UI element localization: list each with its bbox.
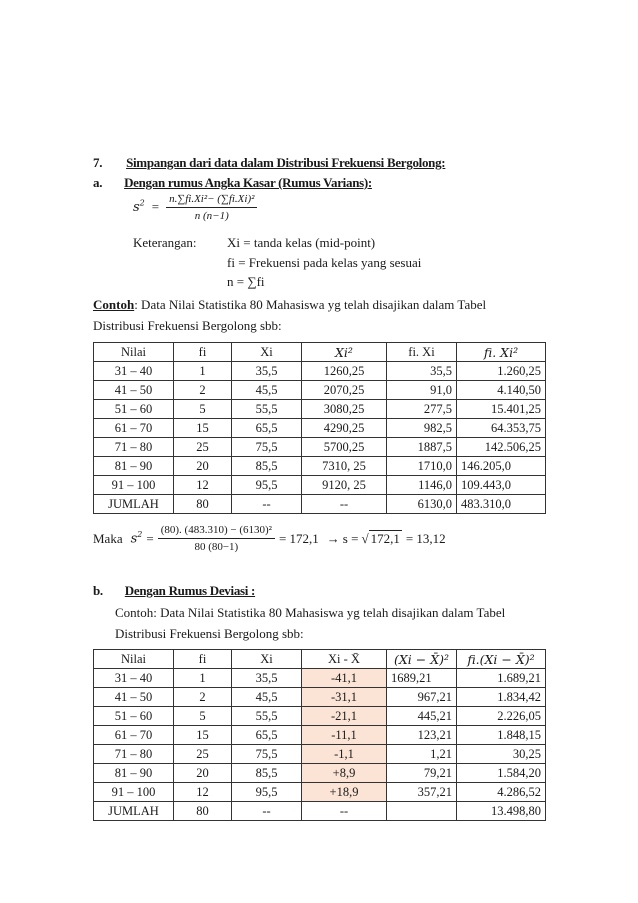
contoh-line-2: Distribusi Frekuensi Bergolong sbb: xyxy=(93,318,282,333)
table-row xyxy=(94,783,546,802)
cell-nilai: 61 – 70 xyxy=(94,419,174,438)
cell-xi-squared: 9120, 25 xyxy=(302,476,387,495)
cell-fi: 20 xyxy=(174,764,232,783)
cell-nilai: 81 – 90 xyxy=(94,764,174,783)
sqrt-expression xyxy=(358,531,401,547)
header-deviation: Xi - X̄ xyxy=(302,650,387,669)
table-row xyxy=(94,764,546,783)
cell-fi: 80 xyxy=(174,802,232,821)
header-nilai: Nilai xyxy=(94,650,174,669)
section-number: 7. xyxy=(93,155,103,170)
cell-nilai: JUMLAH xyxy=(94,802,174,821)
header-fi-deviation-squared: fi.(Xi − X̄)² xyxy=(457,650,546,669)
cell-fi: 1 xyxy=(174,362,232,381)
maka-s-equals: s = xyxy=(342,530,359,546)
formula-lhs: $s^2$ xyxy=(133,198,145,216)
cell-xi: 35,5 xyxy=(232,669,302,688)
cell-xi: 45,5 xyxy=(232,688,302,707)
variance-formula xyxy=(133,193,257,222)
formula-denominator: n (n−1) xyxy=(194,210,229,222)
header-xi-squared: Xi² xyxy=(302,343,387,362)
part-b-letter: b. xyxy=(93,583,103,598)
cell-fi-xi-squared: 142.506,25 xyxy=(457,438,546,457)
table-total-row xyxy=(94,495,546,514)
cell-fi-deviation-squared: 30,25 xyxy=(457,745,546,764)
formula-numerator: n.∑fi.Xi²− (∑fi.Xi)² xyxy=(166,193,257,208)
equals-sign: = xyxy=(151,199,160,215)
note-n: n = ∑fi xyxy=(227,274,265,289)
cell-xi: 75,5 xyxy=(232,745,302,764)
header-xi: Xi xyxy=(232,650,302,669)
cell-fi: 5 xyxy=(174,707,232,726)
cell-deviation-squared: 357,21 xyxy=(387,783,457,802)
cell-nilai: 41 – 50 xyxy=(94,381,174,400)
table-row xyxy=(94,419,546,438)
maka-fraction xyxy=(158,524,275,553)
table-1-header-row xyxy=(94,343,546,362)
maka-label: Maka xyxy=(93,530,123,546)
cell-fi: 20 xyxy=(174,457,232,476)
note-xi: Xi = tanda kelas (mid-point) xyxy=(227,235,376,250)
sqrt-value: 172,1 xyxy=(370,530,400,546)
part-a-letter: a. xyxy=(93,175,103,190)
maka-computation xyxy=(93,524,446,553)
cell-fi-deviation-squared: 4.286,52 xyxy=(457,783,546,802)
header-fi: fi xyxy=(174,343,232,362)
cell-deviation: -- xyxy=(302,802,387,821)
contoh-line-1 xyxy=(93,297,486,313)
arrow-icon: → xyxy=(326,530,340,546)
cell-nilai: 41 – 50 xyxy=(94,688,174,707)
table-row xyxy=(94,476,546,495)
cell-xi: 95,5 xyxy=(232,783,302,802)
maka-final: = 13,12 xyxy=(405,530,446,546)
keterangan-label: Keterangan: xyxy=(133,235,197,250)
cell-fi: 25 xyxy=(174,745,232,764)
cell-deviation-squared: 967,21 xyxy=(387,688,457,707)
cell-deviation: -1,1 xyxy=(302,745,387,764)
cell-nilai: 81 – 90 xyxy=(94,457,174,476)
contoh-text: : Data Nilai Statistika 80 Mahasiswa yg telah disajikan dalam Tabel xyxy=(134,297,487,312)
cell-fi-xi: 91,0 xyxy=(387,381,457,400)
cell-nilai: 71 – 80 xyxy=(94,438,174,457)
cell-xi-squared: 7310, 25 xyxy=(302,457,387,476)
part-a-title: Dengan rumus Angka Kasar (Rumus Varians): xyxy=(124,175,372,190)
table-row xyxy=(94,669,546,688)
table-row xyxy=(94,745,546,764)
cell-deviation-squared xyxy=(387,802,457,821)
cell-fi: 25 xyxy=(174,438,232,457)
cell-nilai: 51 – 60 xyxy=(94,400,174,419)
cell-nilai: 51 – 60 xyxy=(94,707,174,726)
contoh-b-line-1: Contoh: Data Nilai Statistika 80 Mahasiswa yg telah disajikan dalam Tabel xyxy=(115,605,506,620)
cell-xi: 75,5 xyxy=(232,438,302,457)
cell-deviation: -11,1 xyxy=(302,726,387,745)
cell-deviation-squared: 445,21 xyxy=(387,707,457,726)
cell-fi: 12 xyxy=(174,783,232,802)
cell-fi-xi-squared: 146.205,0 xyxy=(457,457,546,476)
cell-fi-xi: 277,5 xyxy=(387,400,457,419)
cell-deviation: -31,1 xyxy=(302,688,387,707)
cell-fi-deviation-squared: 1.848,15 xyxy=(457,726,546,745)
table-row xyxy=(94,726,546,745)
sqrt-icon: √ xyxy=(361,530,369,546)
cell-fi-deviation-squared: 13.498,80 xyxy=(457,802,546,821)
cell-deviation: -41,1 xyxy=(302,669,387,688)
cell-fi: 1 xyxy=(174,669,232,688)
cell-xi-squared: 1260,25 xyxy=(302,362,387,381)
maka-denominator: 80 (80−1) xyxy=(194,541,239,553)
part-a-heading xyxy=(93,175,372,191)
maka-lhs: $s^2$ xyxy=(130,530,143,547)
cell-xi: 65,5 xyxy=(232,419,302,438)
maka-result: = 172,1 xyxy=(278,530,319,546)
table-2-header-row xyxy=(94,650,546,669)
cell-deviation-squared: 1689,21 xyxy=(387,669,457,688)
cell-xi-squared: 2070,25 xyxy=(302,381,387,400)
header-fi-xi-squared: fi. Xi² xyxy=(457,343,546,362)
table-row xyxy=(94,707,546,726)
cell-nilai: 31 – 40 xyxy=(94,669,174,688)
contoh-label: Contoh xyxy=(93,297,135,312)
cell-fi-deviation-squared: 1.834,42 xyxy=(457,688,546,707)
cell-deviation: +18,9 xyxy=(302,783,387,802)
equals-sign: = xyxy=(146,530,154,546)
table-row xyxy=(94,438,546,457)
cell-fi: 5 xyxy=(174,400,232,419)
table-row xyxy=(94,688,546,707)
cell-xi: 55,5 xyxy=(232,400,302,419)
section-7-heading xyxy=(93,155,445,171)
cell-nilai: 91 – 100 xyxy=(94,476,174,495)
note-fi: fi = Frekuensi pada kelas yang sesuai xyxy=(227,255,422,270)
cell-xi-squared: 4290,25 xyxy=(302,419,387,438)
cell-fi-xi-squared: 1.260,25 xyxy=(457,362,546,381)
table-total-row xyxy=(94,802,546,821)
cell-xi: 35,5 xyxy=(232,362,302,381)
cell-fi: 2 xyxy=(174,381,232,400)
cell-xi-squared: 5700,25 xyxy=(302,438,387,457)
maka-numerator: (80). (483.310) − (6130)² xyxy=(158,524,275,539)
cell-xi: -- xyxy=(232,495,302,514)
part-b-heading xyxy=(93,583,255,599)
formula-fraction xyxy=(166,193,257,222)
cell-fi-xi: 982,5 xyxy=(387,419,457,438)
cell-fi-xi: 1887,5 xyxy=(387,438,457,457)
cell-xi: 65,5 xyxy=(232,726,302,745)
cell-xi: 85,5 xyxy=(232,457,302,476)
cell-nilai: JUMLAH xyxy=(94,495,174,514)
cell-xi: 95,5 xyxy=(232,476,302,495)
cell-fi-deviation-squared: 1.689,21 xyxy=(457,669,546,688)
table-row xyxy=(94,362,546,381)
header-fi: fi xyxy=(174,650,232,669)
cell-deviation-squared: 123,21 xyxy=(387,726,457,745)
table-row xyxy=(94,381,546,400)
cell-fi-deviation-squared: 1.584,20 xyxy=(457,764,546,783)
cell-fi-xi: 35,5 xyxy=(387,362,457,381)
cell-fi: 2 xyxy=(174,688,232,707)
cell-xi: -- xyxy=(232,802,302,821)
cell-fi: 15 xyxy=(174,726,232,745)
cell-fi-xi-squared: 4.140,50 xyxy=(457,381,546,400)
cell-fi: 15 xyxy=(174,419,232,438)
cell-nilai: 61 – 70 xyxy=(94,726,174,745)
cell-fi: 12 xyxy=(174,476,232,495)
cell-deviation-squared: 79,21 xyxy=(387,764,457,783)
cell-nilai: 91 – 100 xyxy=(94,783,174,802)
header-fi-xi: fi. Xi xyxy=(387,343,457,362)
header-xi: Xi xyxy=(232,343,302,362)
part-b-title: Dengan Rumus Deviasi : xyxy=(124,583,256,598)
cell-fi-xi-squared: 483.310,0 xyxy=(457,495,546,514)
cell-xi: 55,5 xyxy=(232,707,302,726)
cell-nilai: 71 – 80 xyxy=(94,745,174,764)
cell-xi: 85,5 xyxy=(232,764,302,783)
cell-fi-xi: 6130,0 xyxy=(387,495,457,514)
cell-deviation: +8,9 xyxy=(302,764,387,783)
section-title: Simpangan dari data dalam Distribusi Frekuensi Bergolong: xyxy=(126,155,446,170)
cell-xi-squared: -- xyxy=(302,495,387,514)
cell-nilai: 31 – 40 xyxy=(94,362,174,381)
table-deviation xyxy=(93,649,546,821)
cell-fi: 80 xyxy=(174,495,232,514)
table-row xyxy=(94,400,546,419)
cell-fi-xi-squared: 109.443,0 xyxy=(457,476,546,495)
cell-xi: 45,5 xyxy=(232,381,302,400)
header-nilai: Nilai xyxy=(94,343,174,362)
cell-fi-deviation-squared: 2.226,05 xyxy=(457,707,546,726)
contoh-b-line-2: Distribusi Frekuensi Bergolong sbb: xyxy=(115,626,304,641)
table-frequency-1 xyxy=(93,342,546,514)
cell-fi-xi-squared: 64.353,75 xyxy=(457,419,546,438)
cell-xi-squared: 3080,25 xyxy=(302,400,387,419)
table-row xyxy=(94,457,546,476)
cell-fi-xi: 1710,0 xyxy=(387,457,457,476)
header-deviation-squared: (Xi − X̄)² xyxy=(387,650,457,669)
cell-deviation-squared: 1,21 xyxy=(387,745,457,764)
cell-fi-xi-squared: 15.401,25 xyxy=(457,400,546,419)
cell-deviation: -21,1 xyxy=(302,707,387,726)
cell-fi-xi: 1146,0 xyxy=(387,476,457,495)
